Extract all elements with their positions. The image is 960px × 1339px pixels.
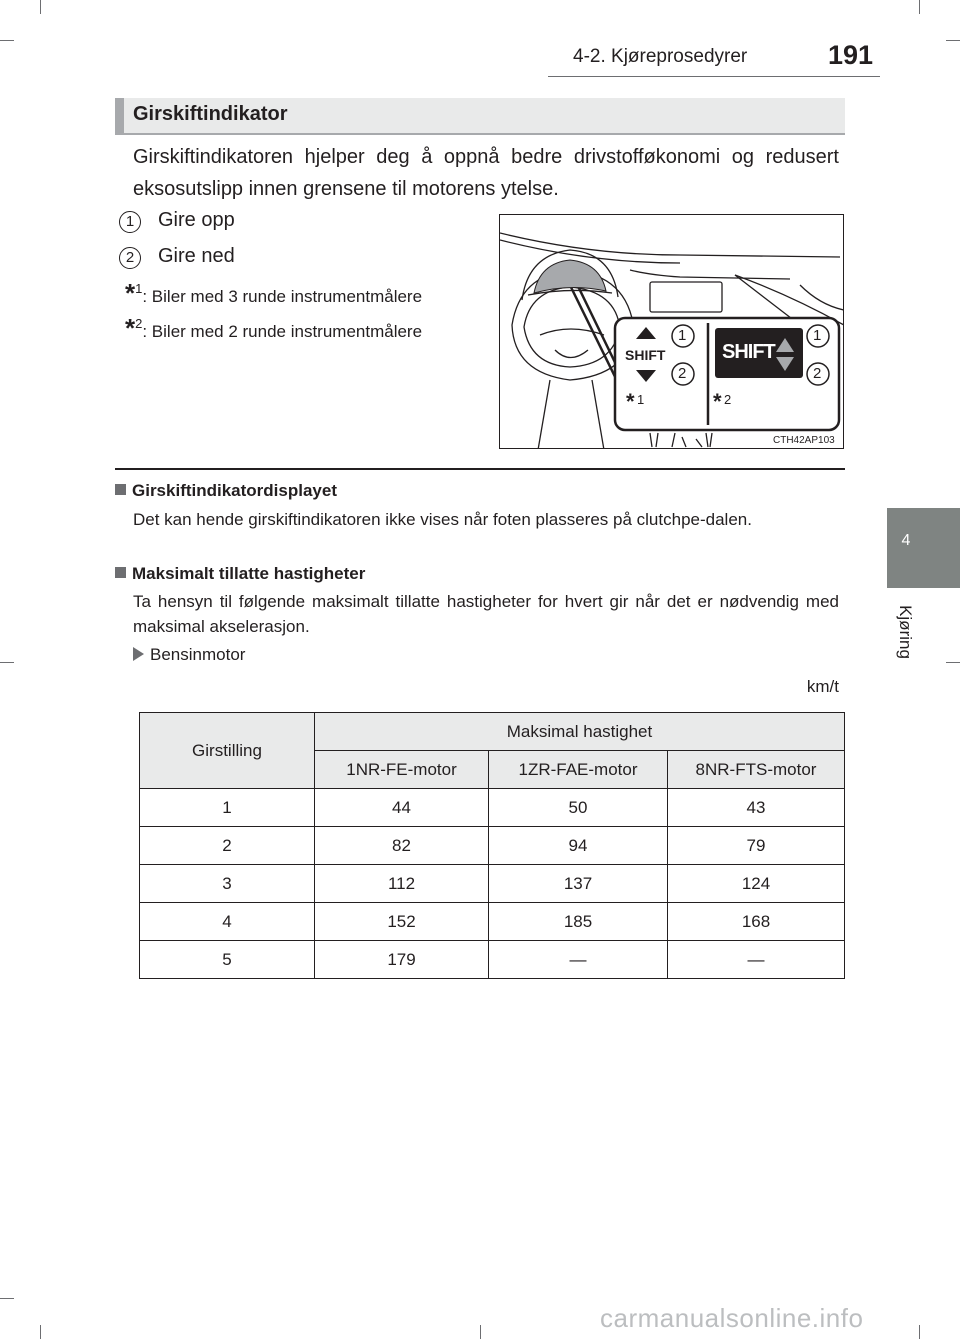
- shift-label-gauge-2: SHIFT: [722, 341, 775, 363]
- header-max-speed: Maksimal hastighet: [315, 713, 845, 751]
- note-2-gauge: [125, 313, 422, 344]
- callout-number-1: 1: [119, 211, 141, 233]
- legend-item-shift-up: Gire opp: [158, 209, 235, 231]
- note-superscript: 2: [135, 316, 143, 331]
- watermark: carmanualsonline.info: [600, 1303, 864, 1333]
- chapter-tab-number: 4: [901, 532, 911, 549]
- chapter-side-label: Kjøring: [896, 605, 915, 659]
- subsection-heading-display: [115, 481, 337, 501]
- section-heading-accent: [115, 98, 124, 133]
- shift-label-gauge-1: SHIFT: [625, 347, 666, 363]
- table-cell: 79: [668, 827, 845, 865]
- legend-item-shift-down: Gire ned: [158, 245, 235, 267]
- table-cell: 112: [315, 865, 489, 903]
- table-row: [140, 903, 845, 941]
- shift-indicator-illustration: [499, 214, 844, 449]
- table-cell: 5: [140, 941, 315, 979]
- table-cell: 3: [140, 865, 315, 903]
- table-cell: 43: [668, 789, 845, 827]
- table-row: [140, 941, 845, 979]
- table-cell: 168: [668, 903, 845, 941]
- header-gear: Girstilling: [140, 713, 315, 789]
- note-asterisk: *: [125, 313, 136, 343]
- table-cell: —: [489, 941, 668, 979]
- crop-mark: [0, 662, 14, 663]
- header-engine-1: 1NR-FE-motor: [315, 751, 489, 789]
- crop-mark: [40, 1325, 41, 1339]
- dashboard-drawing: [500, 215, 844, 449]
- table-cell: 4: [140, 903, 315, 941]
- speed-unit: km/t: [806, 677, 839, 696]
- max-speed-table: [139, 712, 845, 979]
- crop-mark: [0, 40, 14, 41]
- section-divider: [115, 468, 845, 470]
- subsection-heading-text: Maksimalt tillatte hastigheter: [132, 564, 366, 583]
- note-asterisk: *: [125, 278, 136, 308]
- header-rule: [548, 76, 880, 77]
- square-bullet-icon: [115, 567, 126, 578]
- table-row: [140, 827, 845, 865]
- note-3-gauge: [125, 278, 422, 309]
- crop-mark: [946, 40, 960, 41]
- subsection-heading-speeds: [115, 564, 365, 584]
- callout-number-2: 2: [119, 247, 141, 269]
- subsection-body-speeds: Ta hensyn til følgende maksimalt tillatte hastigheter for hvert gir når det er nødvendig med maksimal akselerasjon.: [133, 592, 839, 636]
- section-title: Girskiftindikator: [133, 103, 288, 125]
- figure-callout-1: 1: [813, 327, 822, 344]
- page-number: 191: [828, 40, 874, 70]
- header-engine-3: 8NR-FTS-motor: [668, 751, 845, 789]
- table-cell: 44: [315, 789, 489, 827]
- triangle-bullet-icon: [133, 647, 144, 661]
- figure-asterisk: *: [626, 389, 635, 414]
- header-engine-2: 1ZR-FAE-motor: [489, 751, 668, 789]
- table-cell: 94: [489, 827, 668, 865]
- table-row: [140, 865, 845, 903]
- engine-type-text: Bensinmotor: [150, 645, 246, 664]
- table-cell: 124: [668, 865, 845, 903]
- figure-callout-2: 2: [813, 365, 822, 382]
- table-cell: —: [668, 941, 845, 979]
- subsection-body-display: Det kan hende girskiftindikatoren ikke vises når foten plasseres på clutchpe-dalen.: [133, 510, 752, 529]
- figure-code: CTH42AP103: [773, 435, 835, 446]
- note-text: : Biler med 3 runde instrumentmålere: [142, 287, 423, 306]
- table-row: [140, 789, 845, 827]
- crop-mark: [946, 662, 960, 663]
- crop-mark: [919, 1325, 920, 1339]
- table-cell: 1: [140, 789, 315, 827]
- figure-asterisk: *: [713, 389, 722, 414]
- figure-callout-1: 1: [678, 327, 687, 344]
- crop-mark: [0, 1298, 14, 1299]
- square-bullet-icon: [115, 484, 126, 495]
- table-cell: 179: [315, 941, 489, 979]
- table-cell: 2: [140, 827, 315, 865]
- figure-variant-2: 2: [724, 392, 732, 407]
- chapter-reference: 4-2. Kjøreprosedyrer: [573, 46, 748, 67]
- intro-paragraph: Girskiftindikatoren hjelper deg å oppnå bedre drivstofføkonomi og redusert eksosutslipp innen grensene til motorens ytelse.: [133, 146, 839, 200]
- crop-mark: [919, 0, 920, 14]
- engine-type-item: [133, 645, 245, 665]
- subsection-heading-text: Girskiftindikatordisplayet: [132, 481, 337, 500]
- crop-mark: [40, 0, 41, 14]
- figure-callout-2: 2: [678, 365, 687, 382]
- figure-variant-1: 1: [637, 392, 645, 407]
- table-cell: 137: [489, 865, 668, 903]
- table-cell: 152: [315, 903, 489, 941]
- table-cell: 185: [489, 903, 668, 941]
- crop-mark: [480, 1325, 481, 1339]
- table-cell: 82: [315, 827, 489, 865]
- note-text: : Biler med 2 runde instrumentmålere: [142, 322, 423, 341]
- note-superscript: 1: [135, 281, 143, 296]
- table-cell: 50: [489, 789, 668, 827]
